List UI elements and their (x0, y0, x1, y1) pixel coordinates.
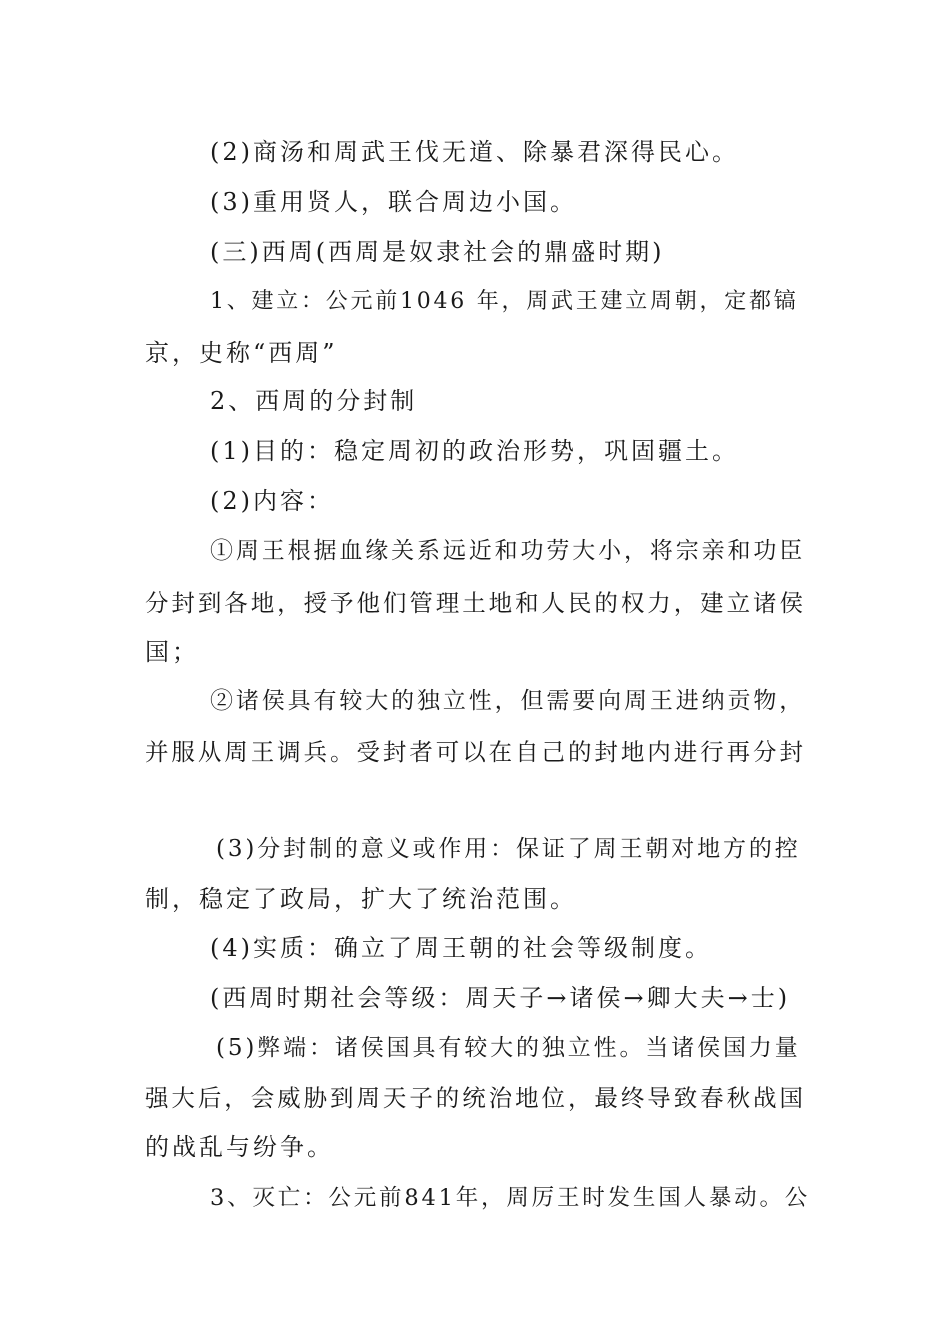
text-line: (3)重用贤人，联合周边小国。 (210, 188, 577, 216)
text-line: (4)实质：确立了周王朝的社会等级制度。 (210, 934, 712, 962)
subsection-heading: 2、西周的分封制 (210, 387, 418, 415)
text-line: (2)内容： (210, 487, 334, 515)
text-line: (3)分封制的意义或作用：保证了周王朝对地方的控 (216, 836, 801, 862)
text-line: 的战乱与纷争。 (145, 1133, 334, 1161)
text-line: ②诸侯具有较大的独立性，但需要向周王进纳贡物， (210, 688, 806, 714)
text-line: 分封到各地，授予他们管理土地和人民的权力，建立诸侯 (145, 589, 806, 617)
text-line: (5)弊端：诸侯国具有较大的独立性。当诸侯国力量 (216, 1035, 801, 1061)
text-line: 京，史称“西周” (145, 339, 338, 367)
text-line: 1、建立：公元前1046 年，周武王建立周朝，定都镐 (210, 289, 799, 314)
text-line: (1)目的：稳定周初的政治形势，巩固疆土。 (210, 437, 739, 465)
text-line: 3、灭亡：公元前841年，周厉王时发生国人暴动。公 (210, 1185, 811, 1211)
text-line: (2)商汤和周武王伐无道、除暴君深得民心。 (210, 138, 739, 166)
section-heading: (三)西周(西周是奴隶社会的鼎盛时期) (210, 238, 665, 266)
text-line: 国； (145, 638, 199, 666)
text-line: ①周王根据血缘关系远近和功劳大小，将宗亲和功臣 (210, 538, 806, 564)
text-line: 强大后，会威胁到周天子的统治地位，最终导致春秋战国 (145, 1084, 806, 1112)
text-line: 制，稳定了政局，扩大了统治范围。 (145, 885, 577, 913)
text-line: (西周时期社会等级：周天子→诸侯→卿大夫→士) (210, 984, 791, 1012)
text-line: 并服从周王调兵。受封者可以在自己的封地内进行再分封 (145, 738, 806, 766)
